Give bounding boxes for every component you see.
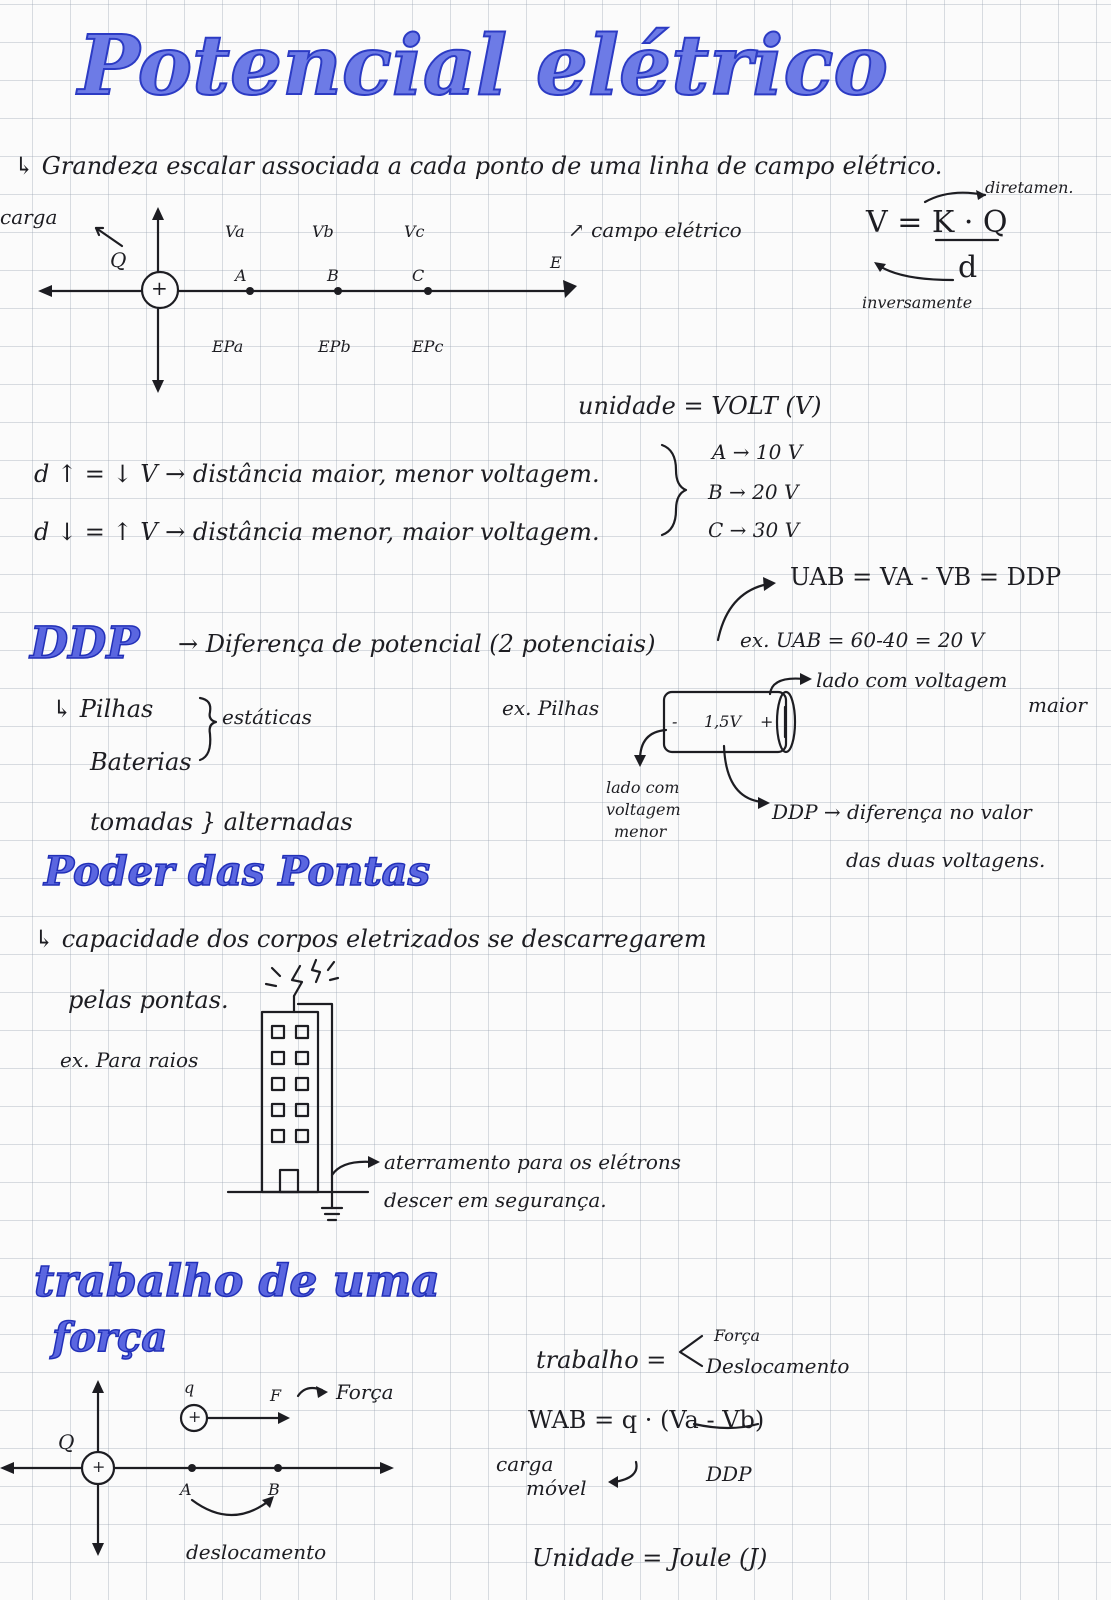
page-title: Potencial elétrico bbox=[78, 18, 889, 114]
battery-plus: + bbox=[760, 712, 774, 731]
work-big-plus: + bbox=[92, 1457, 106, 1476]
lado-menor-1: lado com bbox=[606, 778, 680, 797]
ddp-note-1: DDP → diferença no valor bbox=[772, 800, 1032, 824]
work-forca-label: Força bbox=[336, 1380, 394, 1404]
voltage-b: B → 20 V bbox=[708, 480, 799, 504]
work-deslocamento: deslocamento bbox=[186, 1540, 327, 1564]
ddp-note-2: das duas voltagens. bbox=[846, 848, 1046, 872]
estaticas-label: estáticas bbox=[222, 705, 312, 729]
ep-label-b: EPb bbox=[318, 337, 351, 356]
ddp-definition: → Diferença de potencial (2 potenciais) bbox=[178, 630, 656, 658]
uab-formula: UAB = VA - VB = DDP bbox=[790, 563, 1062, 591]
ddp-heading: DDP bbox=[30, 618, 140, 669]
formula-v: V = K · Q bbox=[866, 205, 1008, 240]
v-label-c: Vc bbox=[404, 222, 425, 241]
unidade-volt: unidade = VOLT (V) bbox=[578, 392, 822, 420]
q-label: Q bbox=[110, 248, 127, 272]
point-label-b: B bbox=[327, 266, 339, 285]
ep-label-c: EPc bbox=[412, 337, 444, 356]
trabalho-heading-2: força bbox=[52, 1314, 168, 1361]
intro-text: ↳ Grandeza escalar associada a cada ponto de uma linha de campo elétrico. bbox=[14, 152, 943, 180]
point-label-a: A bbox=[235, 266, 247, 285]
poder-heading: Poder das Pontas bbox=[44, 848, 431, 895]
v-label-b: Vb bbox=[312, 222, 334, 241]
inversamente-label: inversamente bbox=[862, 293, 973, 312]
lado-menor-2: voltagem bbox=[606, 800, 681, 819]
work-point-a: A bbox=[180, 1480, 192, 1499]
aterramento-1: aterramento para os elétrons bbox=[384, 1150, 682, 1174]
carga-movel-1: carga bbox=[496, 1452, 554, 1476]
point-label-c: C bbox=[412, 266, 425, 285]
work-q-big: Q bbox=[58, 1430, 75, 1454]
diretamente-label: diretamen. bbox=[985, 178, 1074, 197]
lado-maior-1: lado com voltagem bbox=[816, 668, 1008, 692]
voltage-a: A → 10 V bbox=[712, 440, 803, 464]
work-f-label: F bbox=[270, 1386, 282, 1405]
ep-label-a: EPa bbox=[212, 337, 244, 356]
trabalho-heading-1: trabalho de uma bbox=[34, 1256, 440, 1307]
baterias-label: Baterias bbox=[90, 748, 192, 776]
trabalho-formula: WAB = q · (Va - Vb) bbox=[528, 1406, 765, 1434]
trabalho-definition: trabalho = bbox=[536, 1346, 667, 1374]
work-small-plus: + bbox=[188, 1407, 202, 1426]
aterramento-2: descer em segurança. bbox=[384, 1188, 607, 1212]
relation-2: d ↓ = ↑ V → distância menor, maior voltagem. bbox=[34, 518, 600, 546]
work-point-b: B bbox=[268, 1480, 280, 1499]
lado-maior-2: maior bbox=[1028, 693, 1087, 717]
trabalho-unidade: Unidade = Joule (J) bbox=[532, 1544, 768, 1572]
poder-definition-2: pelas pontas. bbox=[68, 986, 229, 1014]
relation-1: d ↑ = ↓ V → distância maior, menor voltagem. bbox=[34, 460, 600, 488]
voltage-c: C → 30 V bbox=[708, 518, 800, 542]
carga-movel-2: móvel bbox=[526, 1476, 587, 1500]
v-label-a: Va bbox=[225, 222, 245, 241]
lado-menor-3: menor bbox=[614, 822, 667, 841]
battery-minus: - bbox=[672, 712, 678, 731]
trabalho-ddp: DDP bbox=[706, 1462, 752, 1486]
battery-voltage: 1,5V bbox=[704, 712, 741, 731]
carga-label: carga bbox=[0, 205, 58, 229]
e-label: E bbox=[550, 253, 562, 272]
formula-d: d bbox=[958, 250, 978, 285]
poder-example: ex. Para raios bbox=[60, 1048, 199, 1072]
trabalho-deslocamento: Deslocamento bbox=[706, 1354, 850, 1378]
poder-definition: ↳ capacidade dos corpos eletrizados se descarregarem bbox=[34, 925, 707, 953]
ddp-example: ex. UAB = 60-40 = 20 V bbox=[740, 628, 985, 652]
trabalho-forca: Força bbox=[714, 1326, 761, 1345]
ex-pilhas: ex. Pilhas bbox=[502, 696, 600, 720]
charge-plus: + bbox=[151, 276, 168, 300]
work-q-small: q bbox=[184, 1378, 195, 1397]
pilhas-label: ↳ Pilhas bbox=[52, 695, 154, 723]
tomadas-label: tomadas } alternadas bbox=[90, 808, 353, 836]
campo-label: ↗ campo elétrico bbox=[568, 218, 742, 242]
